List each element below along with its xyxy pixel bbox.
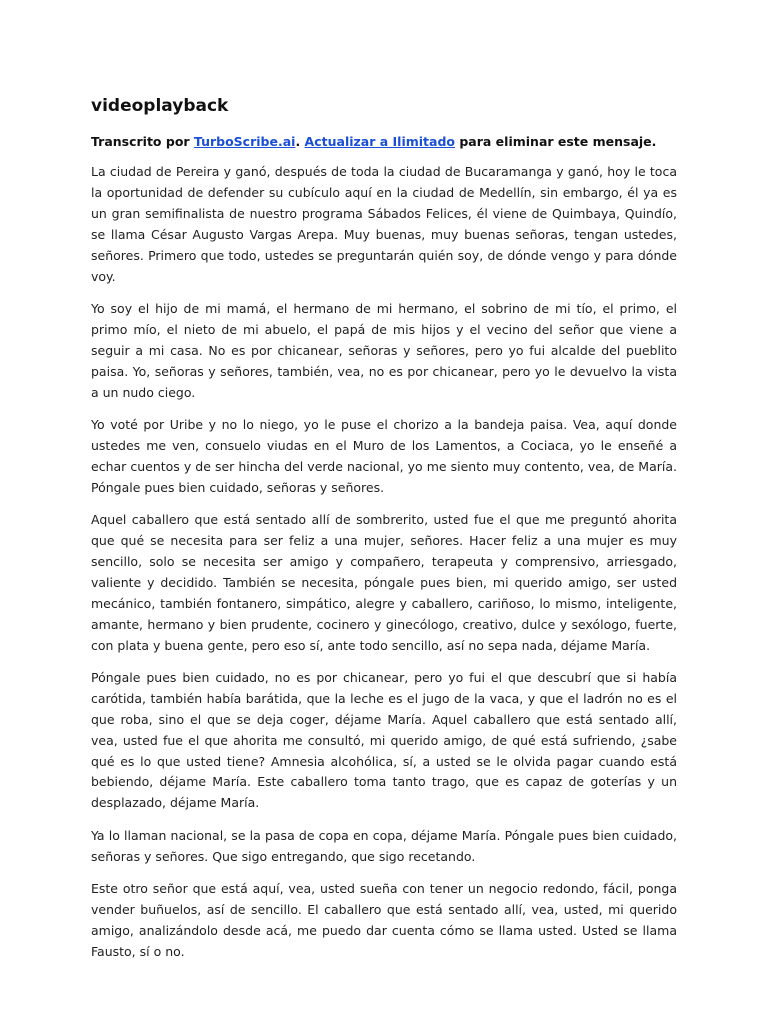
banner-suffix: para eliminar este mensaje. (455, 134, 657, 149)
paragraph-6: Ya lo llaman nacional, se la pasa de copa en copa, déjame María. Póngale pues bien cuidado, señoras y señores. Que sigo entregando, que sigo recetando. (91, 827, 677, 864)
document-title: videoplayback (91, 96, 229, 116)
banner-separator: . (295, 134, 305, 149)
document-page (91, 94, 677, 974)
paragraph-2: Yo soy el hijo de mi mamá, el hermano de mi hermano, el sobrino de mi tío, el primo, el primo mío, el nieto de mi abuelo, el papá de mis hijos y el vecino del señor que viene a seguir a mi casa. No es por chicanear, señoras y señores, pero yo fui alcalde del pueblito paisa. Yo, señoras y señores, también, vea, no es por chicanear, pero yo le devuelvo la vista a un nudo ciego. (91, 300, 677, 400)
paragraph-7: Este otro señor que está aquí, vea, usted sueña con tener un negocio redondo, fácil, ponga vender buñuelos, así de sencillo. El caballero que está sentado allí, vea, usted, mi querido amigo, analizándolo desde acá, me puedo dar cuenta cómo se llama usted. Usted se llama Fausto, sí o no. (91, 881, 677, 959)
paragraph-5: Póngale pues bien cuidado, no es por chicanear, pero yo fui el que descubrí que si había carótida, también había barátida, que la leche es el jugo de la vaca, y que el ladrón no es el que roba, sino el que se deja coger, déjame María. Aquel caballero que está sentado allí, vea, usted fue el que ahorita me consultó, mi querido amigo, de qué está sufriendo, ¿sabe qué es lo que usted tiene? Amnesia alcohólica, sí, a usted se le olvida pagar cuando está bebiendo, déjame María. Este caballero toma tanto trago, que es capaz de goterías y un desplazado, déjame María. (91, 669, 677, 811)
upgrade-unlimited-link[interactable]: Actualizar a Ilimitado (304, 134, 455, 149)
transcription-banner (91, 132, 677, 152)
paragraph-3: Yo voté por Uribe y no lo niego, yo le puse el chorizo a la bandeja paisa. Vea, aquí donde ustedes me ven, consuelo viudas en el Muro de los Lamentos, a Cociaca, yo le enseñé a echar cuentos y de ser hincha del verde nacional, yo me siento muy contento, vea, de María. Póngale pues bien cuidado, señoras y señores. (91, 416, 677, 495)
paragraph-1: La ciudad de Pereira y ganó, después de toda la ciudad de Bucaramanga y ganó, hoy le toca la oportunidad de defender su cubículo aquí en la ciudad de Medellín, sin embargo, él ya es un gran semifinalista de nuestro programa Sábados Felices, él viene de Quimbaya, Quindío, se llama César Augusto Vargas Arepa. Muy buenas, muy buenas señoras, tengan ustedes, señores. Primero que todo, ustedes se preguntarán quién soy, de dónde vengo y para dónde voy. (91, 164, 677, 284)
paragraph-4: Aquel caballero que está sentado allí de sombrerito, usted fue el que me preguntó ahorita que qué se necesita para ser feliz a una mujer, señores. Hacer feliz a una mujer es muy sencillo, solo se necesita ser amigo y compañero, terapeuta y comprensivo, arriesgado, valiente y decidido. También se necesita, póngale pues bien, mi querido amigo, ser usted mecánico, también fontanero, simpático, alegre y caballero, cariñoso, lo mismo, inteligente, amante, hermano y bien prudente, cocinero y ginecólogo, creativo, dulce y sexólogo, fuerte, con plata y buena gente, pero eso sí, ante todo sencillo, así no sepa nada, déjame María. (91, 512, 677, 653)
turboscribe-link[interactable]: TurboScribe.ai (193, 134, 296, 149)
banner-prefix: Transcrito por (91, 134, 194, 149)
